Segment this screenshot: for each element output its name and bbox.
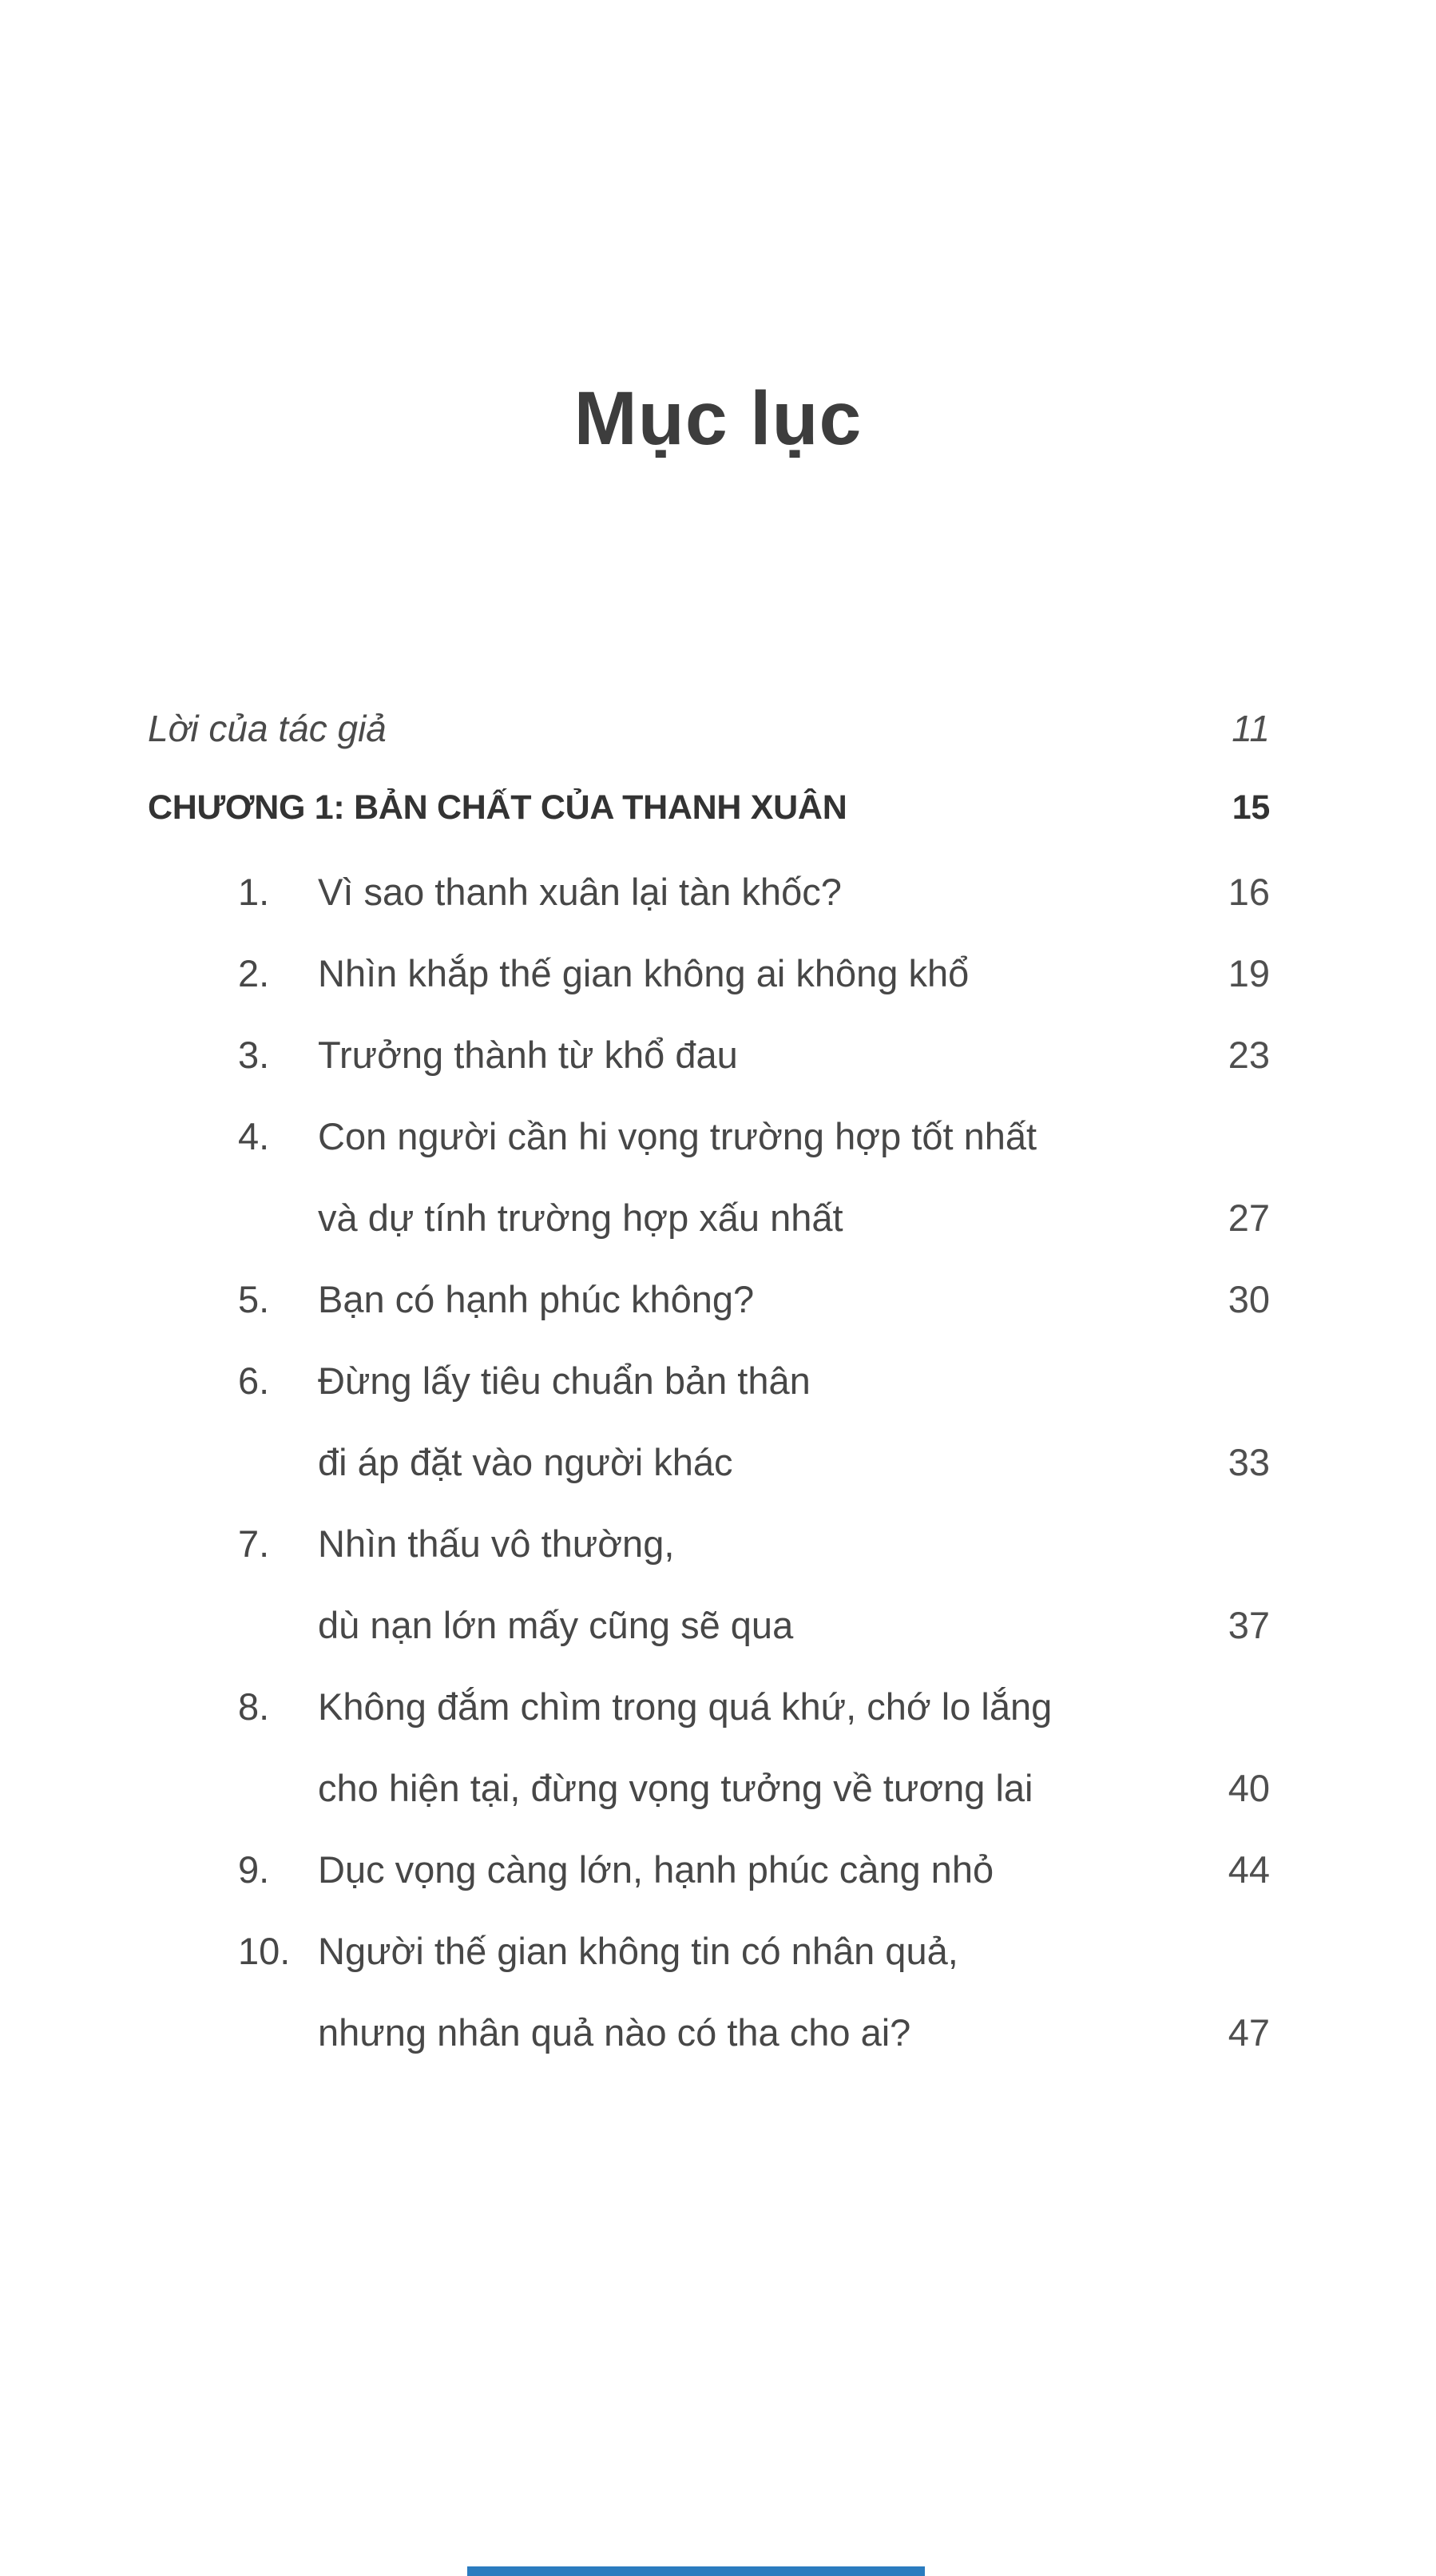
toc-item-page: 15 xyxy=(1232,788,1270,827)
toc-item-page: 11 xyxy=(1232,708,1270,749)
toc-row xyxy=(148,1359,1270,1440)
toc-item-number: 10. xyxy=(238,1930,291,1972)
toc-item-title: Vì sao thanh xuân lại tàn khốc? xyxy=(318,871,842,913)
toc-item-number: 8. xyxy=(238,1685,270,1728)
toc-row xyxy=(148,1522,1270,1603)
toc-item-page: 44 xyxy=(1228,1848,1270,1891)
toc-item-title: cho hiện tại, đừng vọng tưởng về tương lai xyxy=(318,1767,1033,1809)
toc-list xyxy=(148,707,1270,2092)
toc-row xyxy=(148,1277,1270,1359)
toc-item-page: 23 xyxy=(1228,1034,1270,1076)
toc-row xyxy=(148,1440,1270,1522)
toc-item-page: 40 xyxy=(1228,1767,1270,1809)
toc-item-number: 1. xyxy=(238,871,270,913)
toc-item-title: Bạn có hạnh phúc không? xyxy=(318,1278,755,1320)
toc-row xyxy=(148,1685,1270,1766)
toc-item-number: 5. xyxy=(238,1278,270,1320)
toc-row xyxy=(148,1603,1270,1685)
toc-item-page: 16 xyxy=(1228,871,1270,913)
toc-row xyxy=(148,707,1270,788)
toc-item-page: 19 xyxy=(1228,952,1270,994)
toc-row xyxy=(148,870,1270,951)
toc-item-number: 2. xyxy=(238,952,270,994)
toc-row xyxy=(148,1766,1270,1848)
toc-item-title: dù nạn lớn mấy cũng sẽ qua xyxy=(318,1604,794,1646)
toc-item-title: Lời của tác giả xyxy=(148,708,387,749)
toc-row xyxy=(148,1114,1270,1196)
toc-row xyxy=(148,2010,1270,2092)
toc-item-title: nhưng nhân quả nào có tha cho ai? xyxy=(318,2011,911,2054)
toc-item-page: 27 xyxy=(1228,1197,1270,1239)
toc-item-title: Người thế gian không tin có nhân quả, xyxy=(318,1930,958,1972)
toc-item-page: 37 xyxy=(1228,1604,1270,1646)
toc-item-title: đi áp đặt vào người khác xyxy=(318,1441,733,1483)
toc-row xyxy=(148,1848,1270,1929)
bottom-blue-strip xyxy=(467,2566,925,2576)
toc-item-title: và dự tính trường hợp xấu nhất xyxy=(318,1197,843,1239)
toc-item-number: 9. xyxy=(238,1848,270,1891)
toc-item-number: 7. xyxy=(238,1522,270,1565)
toc-row xyxy=(148,1033,1270,1114)
toc-item-number: 3. xyxy=(238,1034,270,1076)
toc-item-title: Đừng lấy tiêu chuẩn bản thân xyxy=(318,1359,811,1402)
toc-row xyxy=(148,951,1270,1033)
toc-item-title: Nhìn thấu vô thường, xyxy=(318,1522,675,1565)
toc-item-title: Trưởng thành từ khổ đau xyxy=(318,1034,738,1076)
toc-item-number: 6. xyxy=(238,1359,270,1402)
toc-item-title: CHƯƠNG 1: BẢN CHẤT CỦA THANH XUÂN xyxy=(148,788,847,827)
toc-item-page: 33 xyxy=(1228,1441,1270,1483)
toc-item-title: Nhìn khắp thế gian không ai không khổ xyxy=(318,952,970,994)
page-title: Mục lục xyxy=(573,376,863,461)
toc-item-page: 47 xyxy=(1228,2011,1270,2054)
toc-item-page: 30 xyxy=(1228,1278,1270,1320)
toc-item-title: Con người cần hi vọng trường hợp tốt nhất xyxy=(318,1115,1037,1157)
toc-row xyxy=(148,788,1270,870)
toc-item-title: Dục vọng càng lớn, hạnh phúc càng nhỏ xyxy=(318,1848,994,1891)
toc-item-title: Không đắm chìm trong quá khứ, chớ lo lắng xyxy=(318,1685,1053,1728)
toc-item-number: 4. xyxy=(238,1115,270,1157)
toc-row xyxy=(148,1196,1270,1277)
toc-row xyxy=(148,1929,1270,2010)
